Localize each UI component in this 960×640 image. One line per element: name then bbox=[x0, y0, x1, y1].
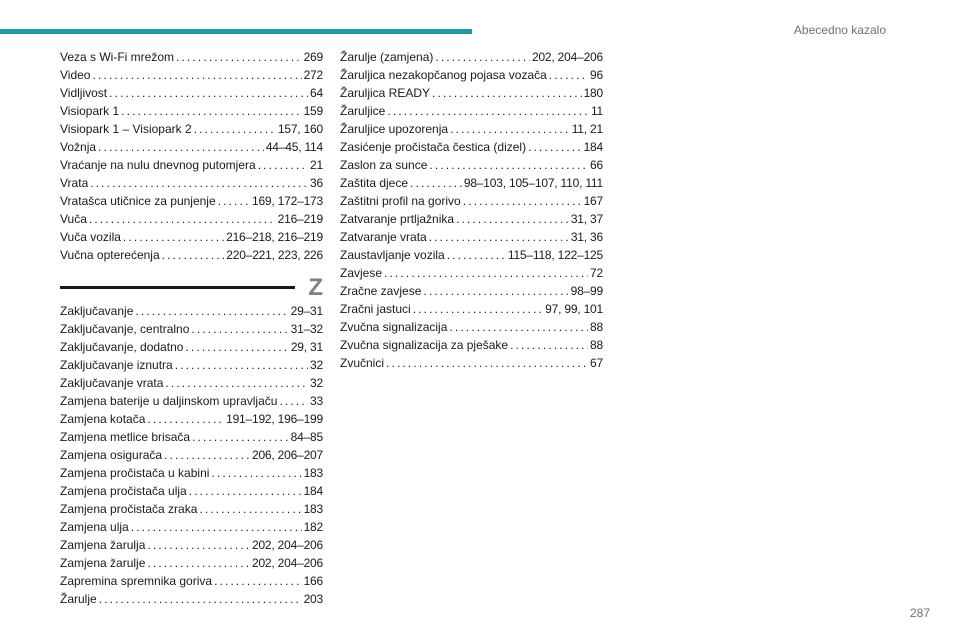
index-page-refs: 202, 204–206 bbox=[251, 556, 323, 570]
index-page-refs: 206, 206–207 bbox=[251, 448, 323, 462]
dot-leader bbox=[147, 554, 250, 572]
index-term: Žarulje (zamjena) bbox=[340, 50, 434, 64]
index-entry bbox=[60, 66, 323, 84]
index-page-refs: 36 bbox=[310, 176, 323, 190]
index-entry bbox=[340, 48, 603, 66]
dot-leader bbox=[549, 66, 588, 84]
index-term: Zamjena pročistača ulja bbox=[60, 484, 187, 498]
index-page-refs: 32 bbox=[310, 358, 323, 372]
index-entry bbox=[60, 374, 323, 392]
index-page-refs: 31, 36 bbox=[570, 230, 603, 244]
index-page-refs: 33 bbox=[310, 394, 323, 408]
dot-leader bbox=[447, 246, 506, 264]
index-term: Zatvaranje prtljažnika bbox=[340, 212, 455, 226]
page-number: 287 bbox=[909, 606, 930, 620]
index-term: Zatvaranje vrata bbox=[340, 230, 427, 244]
index-page-refs: 67 bbox=[590, 356, 603, 370]
dot-leader bbox=[456, 210, 569, 228]
index-entry bbox=[60, 554, 323, 572]
dot-leader bbox=[423, 282, 568, 300]
index-entry bbox=[340, 318, 603, 336]
index-term: Zvučna signalizacija za pješake bbox=[340, 338, 509, 352]
index-page-refs: 167 bbox=[583, 194, 603, 208]
index-page-refs: 88 bbox=[590, 338, 603, 352]
index-entry bbox=[340, 120, 603, 138]
index-term: Zvučnici bbox=[340, 356, 385, 370]
dot-leader bbox=[98, 138, 264, 156]
index-entry bbox=[60, 590, 323, 608]
index-term: Vuča vozila bbox=[60, 230, 121, 244]
index-column-z bbox=[60, 302, 323, 608]
dot-leader bbox=[165, 374, 308, 392]
index-page-refs: 191–192, 196–199 bbox=[226, 412, 323, 426]
index-page-refs: 29–31 bbox=[290, 304, 323, 318]
index-term: Video bbox=[60, 68, 91, 82]
index-term: Veza s Wi-Fi mrežom bbox=[60, 50, 175, 64]
index-page-refs: 29, 31 bbox=[290, 340, 323, 354]
dot-leader bbox=[89, 210, 276, 228]
index-page-refs: 88 bbox=[590, 320, 603, 334]
index-page-refs: 84–85 bbox=[290, 430, 323, 444]
dot-leader bbox=[211, 464, 301, 482]
index-entry bbox=[60, 192, 323, 210]
index-term: Zamjena osigurača bbox=[60, 448, 163, 462]
index-term: Visiopark 1 bbox=[60, 104, 120, 118]
index-entry bbox=[60, 138, 323, 156]
index-term: Visiopark 1 – Visiopark 2 bbox=[60, 122, 192, 136]
index-entry bbox=[340, 102, 603, 120]
index-page-refs: 96 bbox=[590, 68, 603, 82]
index-term: Vrata bbox=[60, 176, 89, 190]
index-entry bbox=[60, 156, 323, 174]
index-page-refs: 202, 204–206 bbox=[251, 538, 323, 552]
index-page-refs: 159 bbox=[303, 104, 323, 118]
index-entry bbox=[340, 246, 603, 264]
index-letter: Z bbox=[308, 274, 323, 301]
index-page-refs: 44–45, 114 bbox=[265, 140, 323, 154]
index-entry bbox=[340, 264, 603, 282]
index-page-refs: 216–218, 216–219 bbox=[226, 230, 323, 244]
index-page-refs: 32 bbox=[310, 376, 323, 390]
dot-leader bbox=[90, 174, 308, 192]
index-term: Zaštitni profil na gorivo bbox=[340, 194, 461, 208]
index-entry bbox=[60, 320, 323, 338]
index-term: Žaruljice upozorenja bbox=[340, 122, 449, 136]
index-page-refs: 184 bbox=[303, 484, 323, 498]
index-entry bbox=[60, 102, 323, 120]
index-entry bbox=[60, 228, 323, 246]
index-column-2 bbox=[340, 48, 603, 372]
index-term: Zračni jastuci bbox=[340, 302, 411, 316]
index-page-refs: 182 bbox=[303, 520, 323, 534]
index-entry bbox=[60, 174, 323, 192]
index-term: Zamjena baterije u daljinskom upravljaču bbox=[60, 394, 278, 408]
index-term: Zvučna signalizacija bbox=[340, 320, 448, 334]
index-entry bbox=[60, 410, 323, 428]
index-entry bbox=[340, 84, 603, 102]
index-page-refs: 11, 21 bbox=[571, 122, 603, 136]
index-term: Zaključavanje, dodatno bbox=[60, 340, 184, 354]
dot-leader bbox=[449, 318, 588, 336]
index-term: Zamjena kotača bbox=[60, 412, 146, 426]
dot-leader bbox=[199, 500, 301, 518]
dot-leader bbox=[135, 302, 288, 320]
index-term: Vožnja bbox=[60, 140, 97, 154]
index-term: Zračne zavjese bbox=[340, 284, 422, 298]
index-term: Vuča bbox=[60, 212, 87, 226]
index-term: Vidljivost bbox=[60, 86, 108, 100]
dot-leader bbox=[99, 590, 302, 608]
index-entry bbox=[60, 518, 323, 536]
index-page-refs: 11 bbox=[590, 104, 603, 118]
dot-leader bbox=[192, 428, 289, 446]
index-page-refs: 169, 172–173 bbox=[251, 194, 323, 208]
index-term: Zavjese bbox=[340, 266, 383, 280]
index-entry bbox=[340, 138, 603, 156]
dot-leader bbox=[387, 102, 589, 120]
index-page-refs: 72 bbox=[590, 266, 603, 280]
index-entry bbox=[60, 356, 323, 374]
dot-leader bbox=[162, 246, 225, 264]
index-term: Zapremina spremnika goriva bbox=[60, 574, 213, 588]
index-entry bbox=[60, 482, 323, 500]
index-entry bbox=[60, 500, 323, 518]
index-entry bbox=[340, 228, 603, 246]
dot-leader bbox=[191, 320, 288, 338]
index-entry bbox=[340, 156, 603, 174]
dot-leader bbox=[386, 354, 588, 372]
index-term: Vratašca utičnice za punjenje bbox=[60, 194, 216, 208]
index-page-refs: 157, 160 bbox=[277, 122, 323, 136]
index-entry bbox=[340, 336, 603, 354]
index-term: Zamjena pročistača zraka bbox=[60, 502, 198, 516]
index-entry bbox=[60, 302, 323, 320]
index-page-refs: 203 bbox=[303, 592, 323, 606]
index-entry bbox=[60, 246, 323, 264]
index-term: Zaključavanje vrata bbox=[60, 376, 164, 390]
section-title: Abecedno kazalo bbox=[793, 23, 886, 37]
index-entry bbox=[60, 120, 323, 138]
index-page-refs: 115–118, 122–125 bbox=[507, 248, 603, 262]
dot-leader bbox=[214, 572, 302, 590]
dot-leader bbox=[410, 174, 462, 192]
index-term: Zaslon za sunce bbox=[340, 158, 428, 172]
index-term: Zamjena pročistača u kabini bbox=[60, 466, 210, 480]
dot-leader bbox=[185, 338, 288, 356]
index-term: Zasićenje pročistača čestica (dizel) bbox=[340, 140, 527, 154]
index-entry bbox=[60, 338, 323, 356]
index-term: Zamjena ulja bbox=[60, 520, 129, 534]
index-page-refs: 216–219 bbox=[277, 212, 323, 226]
index-entry bbox=[340, 192, 603, 210]
index-page-refs: 166 bbox=[303, 574, 323, 588]
dot-leader bbox=[92, 66, 301, 84]
index-term: Žaruljica nezakopčanog pojasa vozača bbox=[340, 68, 547, 82]
letter-divider bbox=[60, 286, 295, 289]
index-term: Vraćanje na nulu dnevnog putomjera bbox=[60, 158, 256, 172]
index-term: Vučna opterećenja bbox=[60, 248, 160, 262]
index-term: Žaruljica READY bbox=[340, 86, 431, 100]
dot-leader bbox=[450, 120, 570, 138]
index-page-refs: 98–99 bbox=[570, 284, 603, 298]
index-page-refs: 202, 204–206 bbox=[531, 50, 603, 64]
index-term: Zamjena žarulje bbox=[60, 556, 146, 570]
index-page-refs: 183 bbox=[303, 502, 323, 516]
dot-leader bbox=[432, 84, 582, 102]
dot-leader bbox=[258, 156, 308, 174]
index-entry bbox=[340, 210, 603, 228]
index-term: Zaključavanje iznutra bbox=[60, 358, 173, 372]
index-entry bbox=[340, 282, 603, 300]
dot-leader bbox=[528, 138, 582, 156]
dot-leader bbox=[147, 410, 224, 428]
index-page-refs: 66 bbox=[590, 158, 603, 172]
index-entry bbox=[60, 536, 323, 554]
index-entry bbox=[340, 300, 603, 318]
dot-leader bbox=[109, 84, 308, 102]
index-term: Žarulje bbox=[60, 592, 97, 606]
index-page-refs: 21 bbox=[310, 158, 323, 172]
index-entry bbox=[60, 464, 323, 482]
index-page-refs: 272 bbox=[303, 68, 323, 82]
index-page-refs: 269 bbox=[303, 50, 323, 64]
dot-leader bbox=[147, 536, 250, 554]
index-page-refs: 98–103, 105–107, 110, 111 bbox=[463, 176, 603, 190]
dot-leader bbox=[176, 48, 302, 66]
dot-leader bbox=[131, 518, 302, 536]
dot-leader bbox=[175, 356, 308, 374]
index-term: Žaruljice bbox=[340, 104, 386, 118]
index-page-refs: 31–32 bbox=[290, 322, 323, 336]
index-entry bbox=[60, 84, 323, 102]
index-entry bbox=[60, 428, 323, 446]
index-column-1 bbox=[60, 48, 323, 264]
dot-leader bbox=[121, 102, 301, 120]
dot-leader bbox=[164, 446, 250, 464]
index-page-refs: 184 bbox=[583, 140, 603, 154]
index-entry bbox=[60, 392, 323, 410]
index-term: Zaključavanje, centralno bbox=[60, 322, 190, 336]
index-term: Zamjena žarulja bbox=[60, 538, 146, 552]
index-term: Zaustavljanje vozila bbox=[340, 248, 445, 262]
dot-leader bbox=[510, 336, 588, 354]
header-accent-bar bbox=[0, 29, 472, 34]
index-page-refs: 64 bbox=[310, 86, 323, 100]
index-page-refs: 220–221, 223, 226 bbox=[226, 248, 323, 262]
index-page-refs: 180 bbox=[583, 86, 603, 100]
index-term: Zaštita djece bbox=[340, 176, 409, 190]
dot-leader bbox=[194, 120, 276, 138]
index-entry bbox=[60, 48, 323, 66]
index-page-refs: 183 bbox=[303, 466, 323, 480]
dot-leader bbox=[463, 192, 582, 210]
index-entry bbox=[60, 210, 323, 228]
index-term: Zaključavanje bbox=[60, 304, 134, 318]
dot-leader bbox=[413, 300, 543, 318]
index-entry bbox=[340, 174, 603, 192]
dot-leader bbox=[123, 228, 224, 246]
index-term: Zamjena metlice brisača bbox=[60, 430, 191, 444]
dot-leader bbox=[429, 156, 588, 174]
dot-leader bbox=[279, 392, 308, 410]
dot-leader bbox=[218, 192, 250, 210]
index-page-refs: 97, 99, 101 bbox=[545, 302, 603, 316]
index-page-refs: 31, 37 bbox=[570, 212, 603, 226]
index-entry bbox=[340, 66, 603, 84]
dot-leader bbox=[384, 264, 588, 282]
dot-leader bbox=[435, 48, 530, 66]
dot-leader bbox=[429, 228, 569, 246]
dot-leader bbox=[189, 482, 302, 500]
index-entry bbox=[340, 354, 603, 372]
index-entry bbox=[60, 446, 323, 464]
index-entry bbox=[60, 572, 323, 590]
